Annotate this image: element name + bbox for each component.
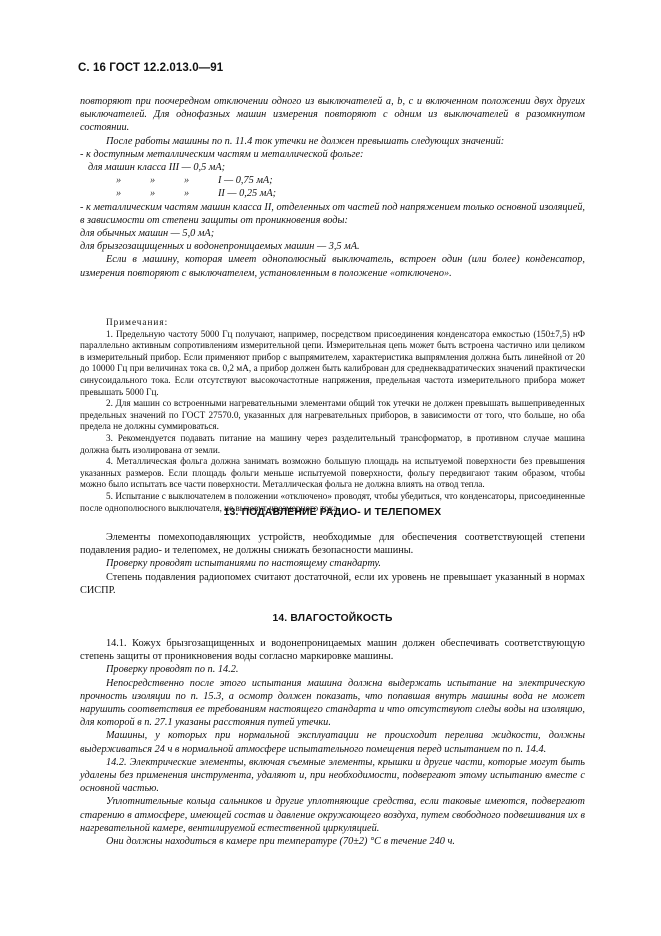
section-title: 14. ВЛАГОСТОЙКОСТЬ [272, 613, 393, 624]
notes-title: Примечания: [106, 317, 169, 327]
list-item: для обычных машин — 5,0 мА; [80, 228, 215, 240]
list-value: I — 0,75 мА; [218, 175, 273, 187]
list-item [80, 174, 585, 187]
paragraph: Они должны находиться в камере при температуре (70±2) °С в течение 240 ч. [106, 836, 455, 848]
ditto-mark: » [150, 188, 156, 200]
ditto-mark: » [184, 175, 190, 187]
paragraph: повторяют при поочередном отключении одного из выключателей a, b, c и включенном положении двух других выключателей. Для однофазных машин измерения повторяют с одним из выключателей в разомкнутом состоянии. [80, 96, 585, 134]
list-item: для машин класса III — 0,5 мА; [88, 162, 226, 174]
section-14-body [80, 637, 585, 848]
list-item: - к доступным металлическим частям и металлической фольге: [80, 148, 364, 160]
paragraph: Непосредственно после этого испытания машина должна выдержать испытание на электрическую прочность изоляции по п. 15.3, а осмотр должен показать, что попавшая внутрь машины вода не может нарушить соответствия ее требованиям настоящего стандарта и что отсутствуют следы воды на изоляцию, для которой в п. 27.1 указаны расстояния путей утечки. [80, 677, 585, 729]
section-14 [80, 613, 585, 624]
list-item: - к металлическим частям машин класса II, отделенных от частей под напряжением только основной изоляцией, в зависимости от степени защиты от проникновения воды: [80, 201, 585, 226]
list-item [80, 187, 585, 200]
paragraph: Уплотнительные кольца сальников и другие уплотняющие средства, если таковые имеются, подвергают старению в атмосфере, имеющей состав и давление окружающего воздуха, путем свободного подвешивания их в нагревательной камере, вентилируемой естественной циркуляцией. [80, 796, 585, 834]
notes-block [80, 317, 585, 514]
ditto-mark: » [184, 188, 190, 200]
ditto-mark: » [116, 188, 122, 200]
note-item: 1. Предельную частоту 5000 Гц получают, например, посредством присоединения конденсатора емкостью (150±7,5) нФ параллельно активным сопротивлениям измерительной цепи. Измерительная цепь может быть встроена частично или целиком в измерительный прибор. Если применяют прибор с выпрямителем, характеристика выпрямления должна быть линейной от 20 до 10000 Гц при величинах тока св. 0,2 мА, а прибор должен быть калиброван для среднеквадратических значений практически синусоидального тока. Если отсутствуют высокочастотные напряжения, предельная частота измерительного прибора может превышать 5000 Гц. [80, 328, 585, 397]
note-item: 5. Испытание с выключателем в положении «отключено» проводят, чтобы убедиться, что конденсаторы, присоединенные после однополюсного выключателя, не вызовут чрезмерного тока. [80, 490, 585, 513]
note-item: 4. Металлическая фольга должна занимать возможно большую площадь на испытуемой поверхности без превышения указанных размеров. Если площадь фольги меньше испытуемой поверхности, фольгу передвигают таким образом, чтобы можно было испытать все части поверхности. Металлическая фольга не должна влиять на отвод тепла. [80, 456, 585, 490]
paragraph: После работы машины по п. 11.4 ток утечки не должен превышать следующих значений: [106, 135, 505, 147]
paragraph: Машины, у которых при нормальной эксплуатации не происходит перелива жидкости, должны выдерживаться 24 ч в нормальной атмосфере испытательного помещения перед испытанием по п. 14.4. [80, 730, 585, 755]
paragraph: Элементы помехоподавляющих устройств, необходимые для обеспечения соответствующей степени подавления радио- и телепомех, не должны снижать безопасности машины. [80, 532, 585, 557]
paragraph: Если в машину, которая имеет однополюсный выключатель, встроен один (или более) конденсатор, измерения повторяют с выключателем, установленным в положение «отключено». [80, 254, 585, 279]
section-13 [80, 507, 585, 518]
list-item: для брызгозащищенных и водонепроницаемых машин — 3,5 мА. [80, 241, 360, 253]
paragraph: 14.2. Электрические элементы, включая съемные элементы, крышки и другие части, которые могут быть удалены без применения инструмента, удаляют и, при необходимости, подвергают этому испытанию вместе с основной частью. [80, 756, 585, 795]
section-title: 13. ПОДАВЛЕНИЕ РАДИО- И ТЕЛЕПОМЕХ [223, 507, 442, 518]
list-value: II — 0,25 мА; [218, 188, 277, 200]
paragraph: Проверку проводят по п. 14.2. [106, 664, 239, 676]
page-header: С. 16 ГОСТ 12.2.013.0—91 [78, 62, 224, 74]
paragraph: 14.1. Кожух брызгозащищенных и водонепроницаемых машин должен обеспечивать соответствующую степень защиты от проникновения воды согласно маркировке машины. [80, 638, 585, 663]
paragraph: Проверку проводят испытаниями по настоящему стандарту. [106, 558, 381, 570]
paragraph: Степень подавления радиопомех считают достаточной, если их уровень не превышает указанный в нормах СИСПР. [80, 571, 585, 596]
note-item: 3. Рекомендуется подавать питание на машину через разделительный трансформатор, в противном случае машина должна быть изолирована от земли. [80, 432, 585, 455]
ditto-mark: » [116, 175, 122, 187]
note-item: 2. Для машин со встроенными нагревательными элементами общий ток утечки не должен превышать вышеприведенных предельных значений по ГОСТ 27570.0, указанных для нагревательных приборов, в зависимости от того, что больше, но оба предела не должны суммироваться. [80, 398, 585, 432]
section-13-body [80, 531, 585, 597]
ditto-mark: » [150, 175, 156, 187]
leakage-current-block [80, 95, 585, 280]
